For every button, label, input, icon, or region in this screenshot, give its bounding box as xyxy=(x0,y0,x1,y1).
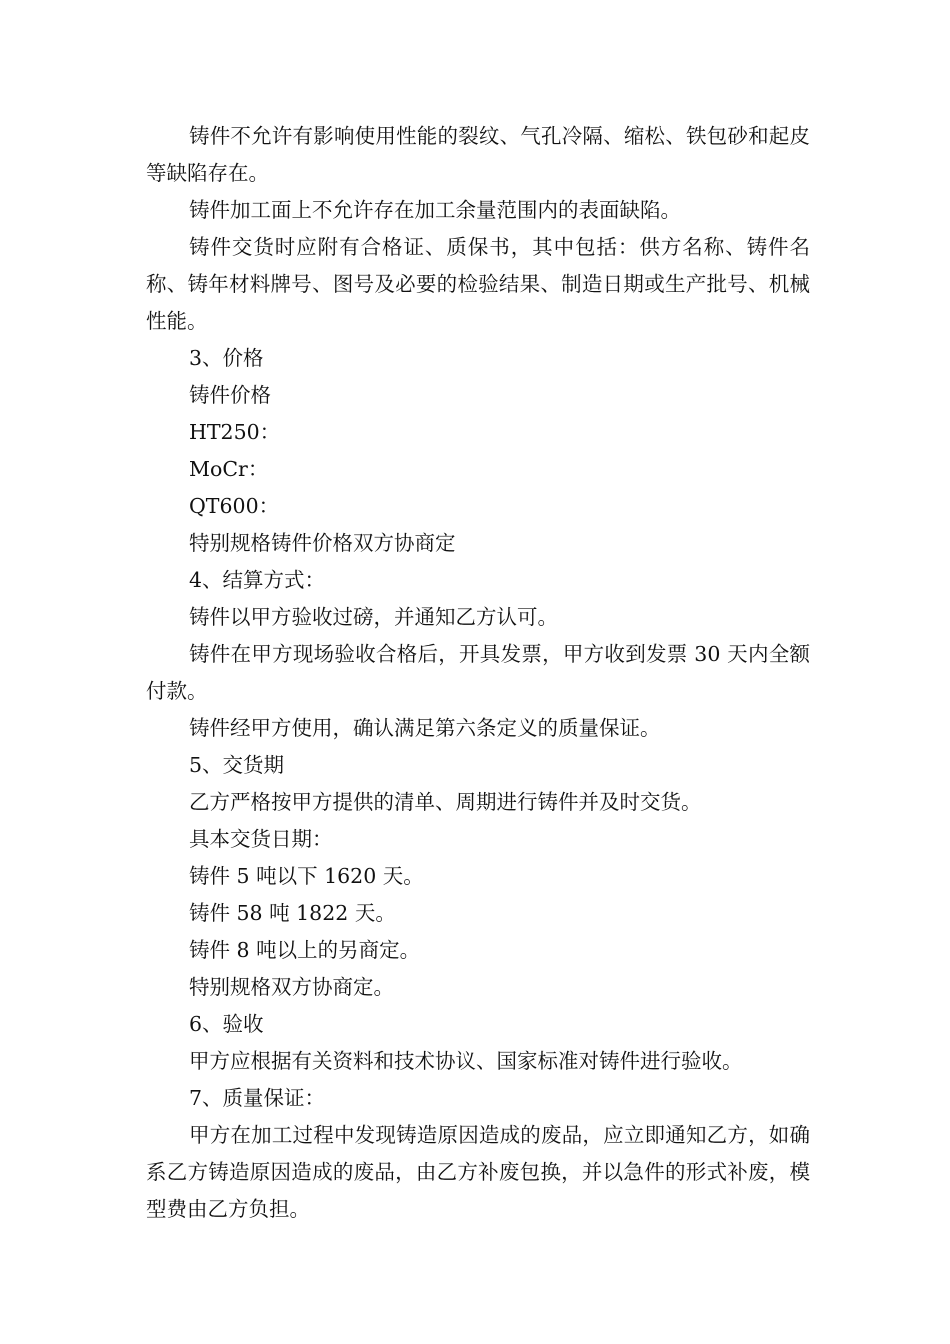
document-body xyxy=(146,118,810,1228)
paragraph-scrap-replacement: 甲方在加工过程中发现铸造原因造成的废品，应立即通知乙方，如确系乙方铸造原因造成的废品，由乙方补废包换，并以急件的形式补废，模型费由乙方负担。 xyxy=(146,1123,810,1221)
price-item-qt600: QT600： xyxy=(189,494,280,518)
paragraph-weighing: 铸件以甲方验收过磅，并通知乙方认可。 xyxy=(189,605,558,629)
paragraph-casting-price: 铸件价格 xyxy=(189,383,271,407)
delivery-item-under-5t: 铸件 5 吨以下 1620 天。 xyxy=(189,864,424,888)
paragraph-defects: 铸件不允许有影响使用性能的裂纹、气孔冷隔、缩松、铁包砂和起皮等缺陷存在。 xyxy=(146,124,810,185)
heading-acceptance: 6、验收 xyxy=(189,1012,264,1036)
paragraph-invoice-payment: 铸件在甲方现场验收合格后，开具发票，甲方收到发票 30 天内全额付款。 xyxy=(146,642,810,703)
delivery-item-over-8t: 铸件 8 吨以上的另商定。 xyxy=(189,938,421,962)
paragraph-delivery-dates: 具本交货日期： xyxy=(189,827,333,851)
paragraph-delivery-documents: 铸件交货时应附有合格证、质保书，其中包括：供方名称、铸件名称、铸年材料牌号、图号及必要的检验结果、制造日期或生产批号、机械性能。 xyxy=(146,235,810,333)
paragraph-quality-confirm: 铸件经甲方使用，确认满足第六条定义的质量保证。 xyxy=(189,716,661,740)
heading-price: 3、价格 xyxy=(189,346,264,370)
heading-settlement: 4、结算方式： xyxy=(189,568,326,592)
price-item-ht250: HT250： xyxy=(189,420,281,444)
paragraph-special-price: 特别规格铸件价格双方协商定 xyxy=(189,531,456,555)
paragraph-machined-surface: 铸件加工面上不允许存在加工余量范围内的表面缺陷。 xyxy=(189,198,681,222)
heading-delivery-period: 5、交货期 xyxy=(189,753,285,777)
paragraph-delivery-schedule: 乙方严格按甲方提供的清单、周期进行铸件并及时交货。 xyxy=(189,790,702,814)
heading-quality-guarantee: 7、质量保证： xyxy=(189,1086,326,1110)
delivery-item-5-8t: 铸件 58 吨 1822 天。 xyxy=(189,901,396,925)
paragraph-acceptance: 甲方应根据有关资料和技术协议、国家标准对铸件进行验收。 xyxy=(189,1049,743,1073)
delivery-item-special: 特别规格双方协商定。 xyxy=(189,975,394,999)
price-item-mocr: MoCr： xyxy=(189,457,269,481)
